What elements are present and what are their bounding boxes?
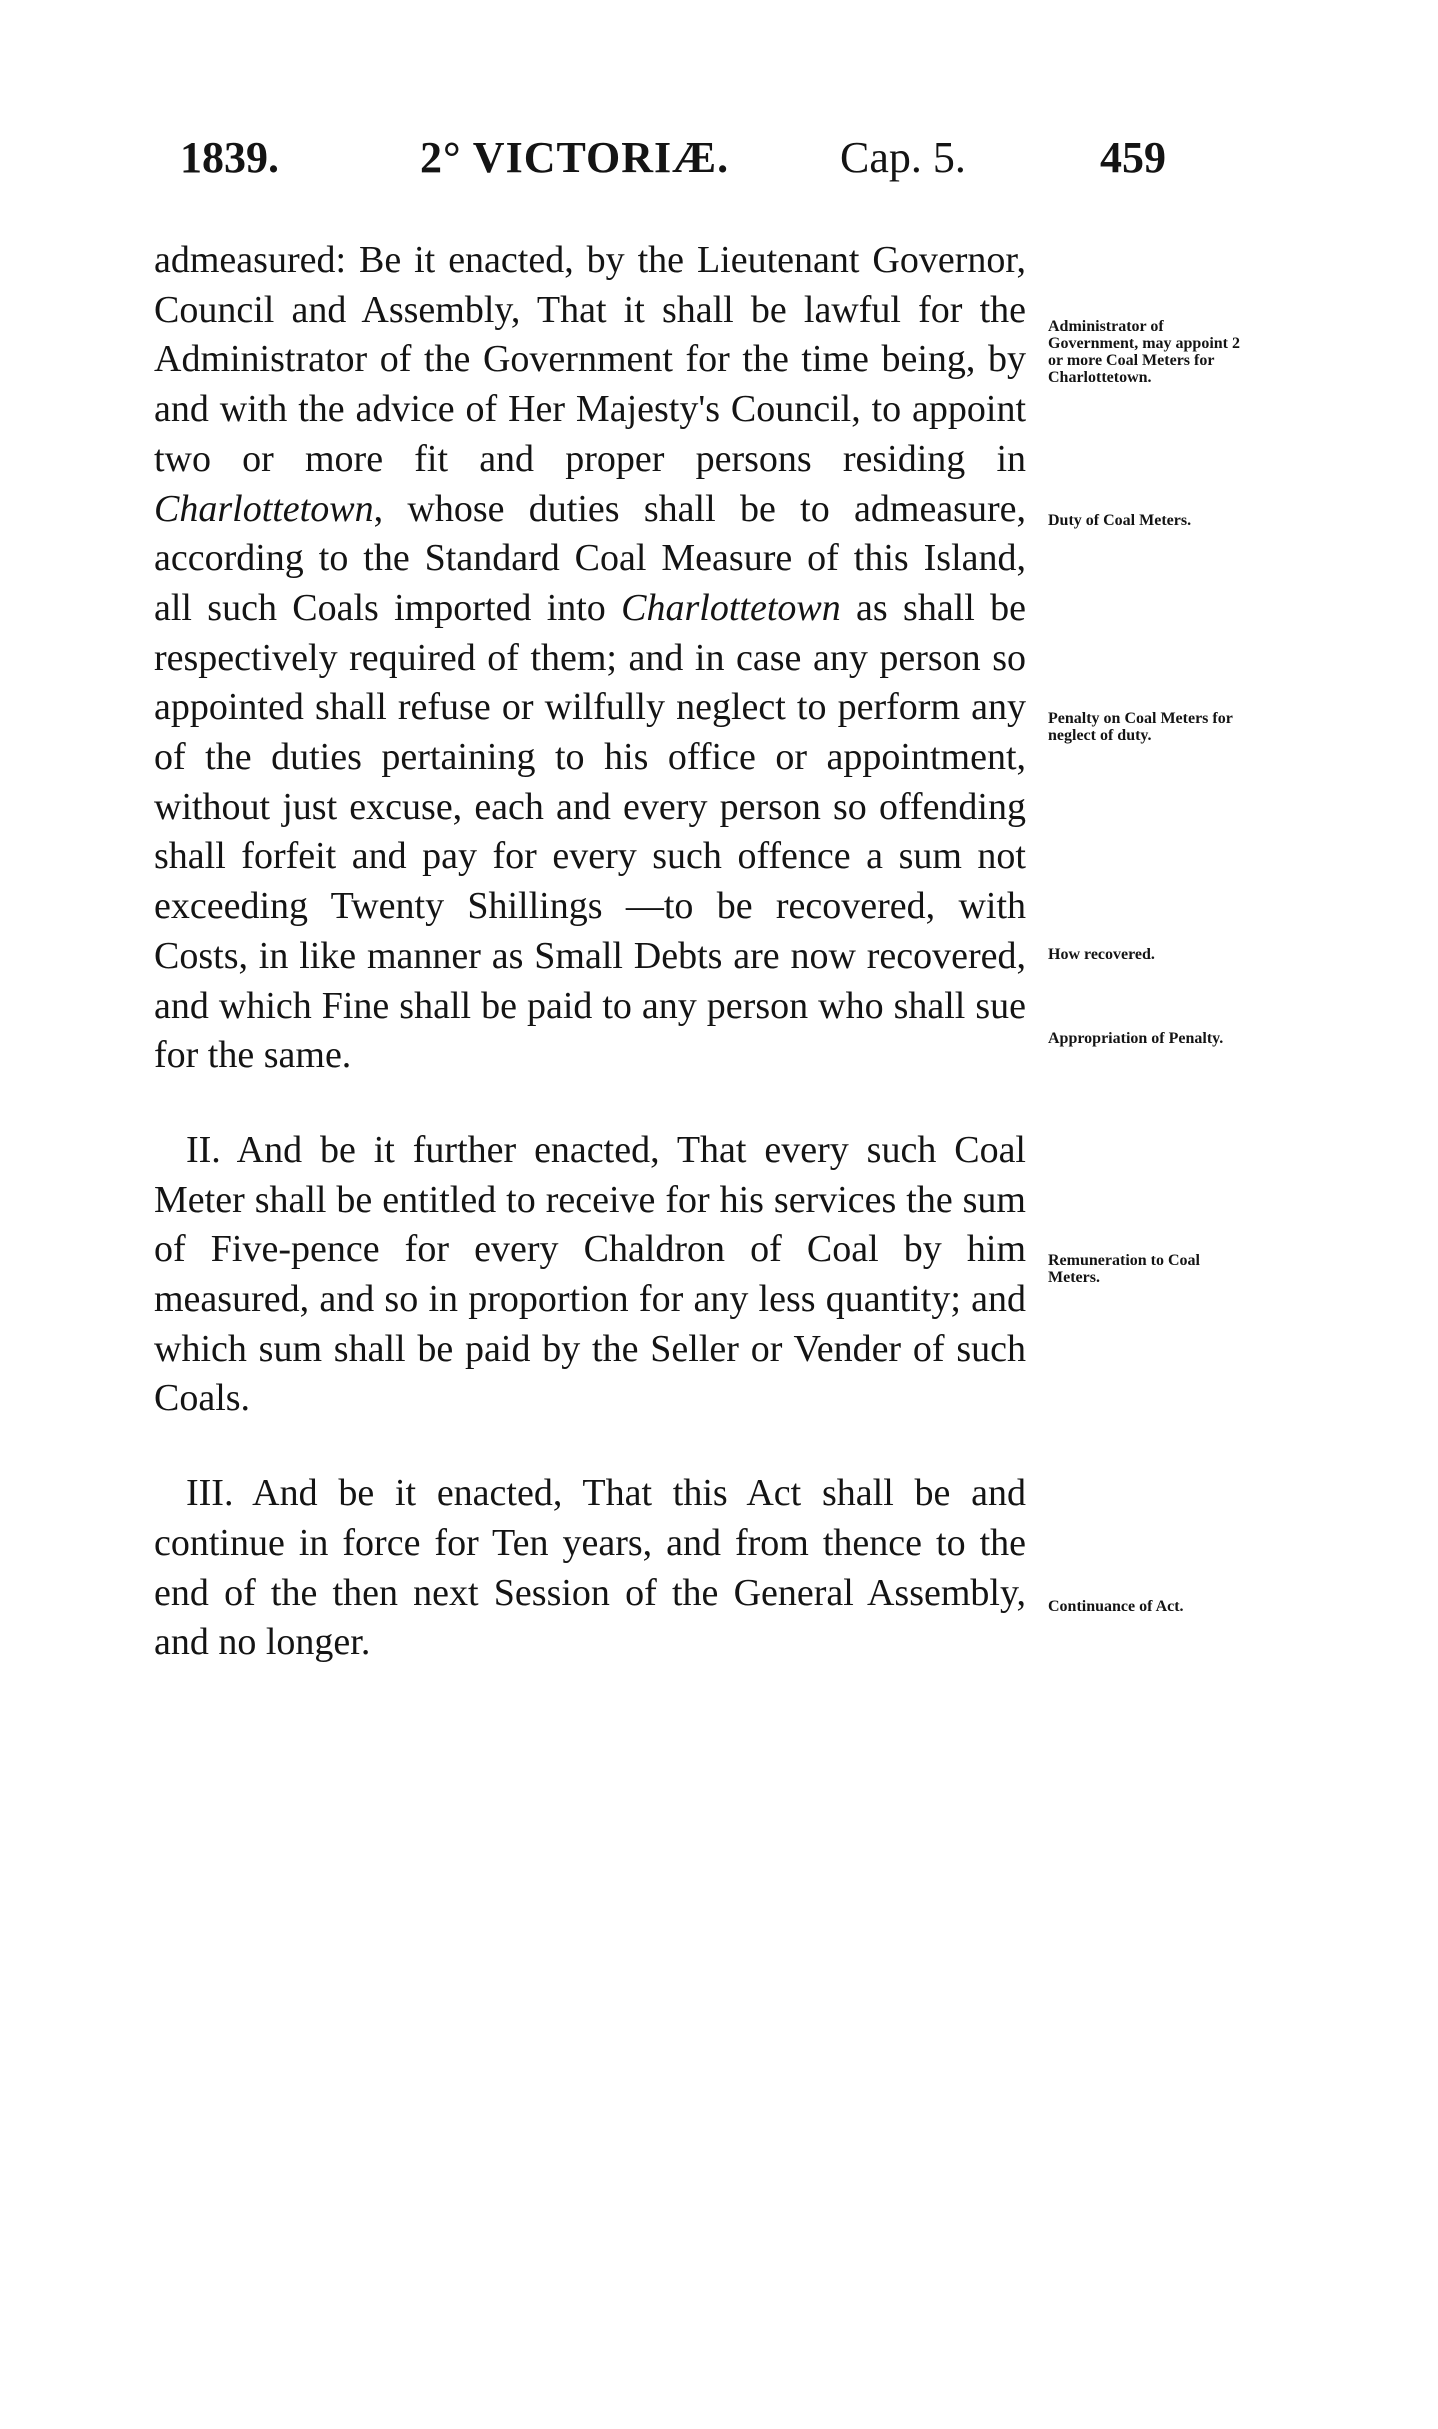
running-head — [140, 128, 1200, 188]
section-2: II. And be it further enacted, That every such Coal Meter shall be entitled to receive for his services the sum of Five-pence for every Chaldron of Coal by him measured, and so in proportion for any less quantity; and which sum shall be paid by the Seller or Vender of such Coals. — [154, 1128, 1026, 1420]
header-reign: 2° VICTORIÆ. — [420, 133, 730, 182]
place-name: Charlottetown — [154, 487, 374, 530]
marginal-note-remuneration: Remuneration to Coal Meters. — [1048, 1252, 1200, 1286]
marginal-note-continuance: Continuance of Act. — [1048, 1598, 1184, 1615]
page-number: 459 — [1100, 133, 1166, 182]
section-3: III. And be it enacted, That this Act shall be and continue in force for Ten years, and from thence to the end of the then next Session of the General Assembly, and no longer. — [154, 1472, 1026, 1664]
marginal-note-recovery: How recovered. — [1048, 946, 1155, 963]
marginal-note-administrator: Administrator of Government, may appoint 2 or more Coal Meters for Charlottetown. — [1048, 318, 1240, 386]
marginal-note-penalty: Penalty on Coal Meters for neglect of duty. — [1048, 710, 1233, 744]
header-chapter: Cap. 5. — [840, 133, 966, 182]
place-name: Charlottetown — [621, 586, 841, 629]
p1-start: admeasured: Be it enacted, by the Lieutenant Governor, Council and Assembly, That it shall be lawful for the Administrator of the Government for the time being, by and with the advice of Her Majesty's Council, to appoint two or more fit and proper persons residing in — [154, 239, 1026, 480]
marginal-note-duty: Duty of Coal Meters. — [1048, 512, 1192, 529]
header-year: 1839. — [180, 133, 279, 182]
marginal-note-appropriation: Appropriation of Penalty. — [1048, 1030, 1224, 1047]
p1-end: as shall be respectively required of them; and in case any person so appointed shall refuse or wilfully neglect to perform any of the duties pertaining to his office or appointment, without just excuse, each and every person so offending shall forfeit and pay for every such offence a sum not exceeding Twenty Shillings —to be recovered, with Costs, in like manner as Small Debts are now recovered, and which Fine shall be paid to any person who shall sue for the same. — [154, 586, 1026, 1077]
paragraph-1 — [154, 236, 1026, 1081]
body-text — [154, 236, 1026, 1668]
p1-mid: , whose duties shall be to admeasure, according to the Standard Coal Measure of this Island, all such Coals imported into — [154, 487, 1026, 629]
